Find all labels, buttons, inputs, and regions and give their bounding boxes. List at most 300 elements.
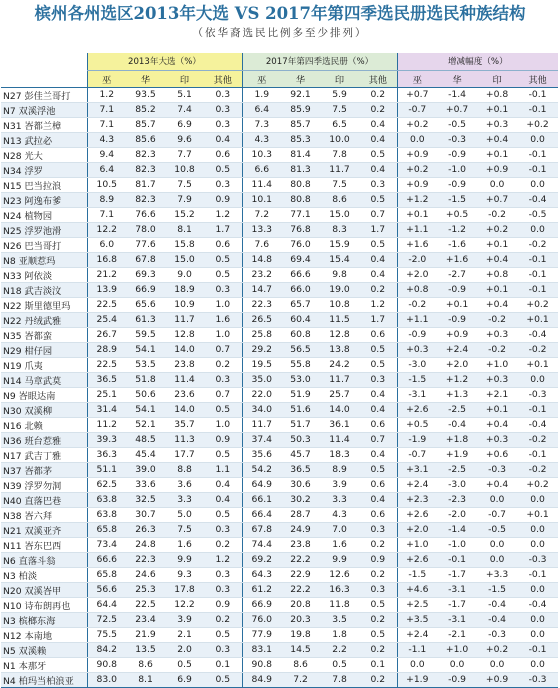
cell-chinese-2013: 82.3 <box>126 162 165 177</box>
cell-indian-2017: 11.8 <box>320 597 359 612</box>
col-indian-2017: 印 <box>320 70 359 87</box>
cell-indian-2017: 7.5 <box>320 102 359 117</box>
cell-other-2013: 0.3 <box>204 642 242 657</box>
cell-indian-change: +0.4 <box>477 477 517 492</box>
cell-malay-change: +0.5 <box>397 417 437 432</box>
cell-indian-change: +0.2 <box>477 222 517 237</box>
cell-chinese-2017: 28.7 <box>281 507 320 522</box>
cell-other-2017: 0.4 <box>359 132 397 147</box>
cell-other-change: -0.1 <box>517 402 558 417</box>
page-subtitle: （依华裔选民比例多至少排列） <box>192 27 368 39</box>
cell-malay-2017: 26.5 <box>242 312 281 327</box>
cell-malay-2013: 26.7 <box>87 327 126 342</box>
cell-malay-2013: 63.8 <box>87 492 126 507</box>
cell-other-2013: 1.2 <box>204 207 242 222</box>
cell-indian-2017: 24.2 <box>320 357 359 372</box>
table-row <box>1 537 558 552</box>
cell-indian-change: +0.3 <box>477 372 517 387</box>
cell-indian-2017: 36.1 <box>320 417 359 432</box>
cell-indian-change: +0.8 <box>477 87 517 102</box>
cell-chinese-2017: 22.9 <box>281 567 320 582</box>
cell-indian-change: +0.8 <box>477 267 517 282</box>
table-row <box>1 267 558 282</box>
cell-other-change: -0.2 <box>517 432 558 447</box>
cell-indian-change: +0.4 <box>477 417 517 432</box>
cell-chinese-2013: 22.5 <box>126 597 165 612</box>
cell-other-2013: 0.4 <box>204 492 242 507</box>
cell-indian-change: -0.4 <box>477 612 517 627</box>
cell-indian-2013: 3.3 <box>165 492 204 507</box>
cell-indian-2013: 15.0 <box>165 252 204 267</box>
cell-chinese-2017: 76.8 <box>281 222 320 237</box>
cell-district: N20 双溪峇甲 <box>1 582 87 597</box>
cell-district: N30 双溪柳 <box>1 402 87 417</box>
cell-malay-2013: 16.8 <box>87 252 126 267</box>
cell-malay-change: +0.2 <box>397 162 437 177</box>
cell-indian-change: +0.6 <box>477 447 517 462</box>
cell-other-2013: 0.5 <box>204 447 242 462</box>
cell-district: N37 峇都茅 <box>1 462 87 477</box>
cell-other-change: -0.4 <box>517 597 558 612</box>
cell-other-2013: 0.5 <box>204 162 242 177</box>
cell-chinese-2013: 13.5 <box>126 642 165 657</box>
cell-indian-2017: 10.8 <box>320 297 359 312</box>
cell-other-change: +0.1 <box>517 357 558 372</box>
cell-malay-2017: 11.7 <box>242 417 281 432</box>
col-other-change: 其他 <box>517 70 558 87</box>
cell-malay-2017: 19.5 <box>242 357 281 372</box>
cell-chinese-change: -1.4 <box>437 522 477 537</box>
cell-chinese-2017: 80.8 <box>281 177 320 192</box>
cell-malay-2013: 21.2 <box>87 267 126 282</box>
cell-malay-2017: 1.9 <box>242 87 281 102</box>
cell-other-2017: 0.2 <box>359 642 397 657</box>
cell-chinese-change: +1.2 <box>437 372 477 387</box>
cell-other-2013: 0.7 <box>204 342 242 357</box>
cell-district: N16 北赖 <box>1 417 87 432</box>
group-header-2013: 2013年大选（%） <box>87 53 242 70</box>
cell-district: N11 峇东巴西 <box>1 537 87 552</box>
cell-indian-change: +0.1 <box>477 102 517 117</box>
table-row <box>1 327 558 342</box>
cell-indian-2013: 9.3 <box>165 567 204 582</box>
cell-malay-change: +2.0 <box>397 522 437 537</box>
cell-malay-2017: 13.3 <box>242 222 281 237</box>
cell-chinese-2013: 61.3 <box>126 312 165 327</box>
cell-district: N15 巴当拉浪 <box>1 177 87 192</box>
cell-indian-change: -0.7 <box>477 507 517 522</box>
cell-chinese-2013: 24.8 <box>126 537 165 552</box>
cell-malay-change: +2.0 <box>397 267 437 282</box>
table-row <box>1 507 558 522</box>
cell-other-change: 0.0 <box>517 132 558 147</box>
cell-other-2017: 0.2 <box>359 282 397 297</box>
cell-chinese-change: +1.8 <box>437 432 477 447</box>
cell-indian-change: -1.5 <box>477 582 517 597</box>
cell-chinese-2017: 19.8 <box>281 627 320 642</box>
cell-chinese-2013: 30.7 <box>126 507 165 522</box>
cell-chinese-2017: 55.8 <box>281 357 320 372</box>
cell-chinese-2017: 23.8 <box>281 537 320 552</box>
header-blank-2 <box>1 70 87 87</box>
cell-chinese-change: -0.9 <box>437 672 477 687</box>
cell-chinese-2013: 26.3 <box>126 522 165 537</box>
cell-district: N18 武吉淡汶 <box>1 282 87 297</box>
cell-other-change: 0.0 <box>517 177 558 192</box>
table-body <box>1 87 558 687</box>
cell-other-2017: 0.6 <box>359 327 397 342</box>
cell-other-2017: 0.3 <box>359 522 397 537</box>
cell-indian-2017: 15.9 <box>320 237 359 252</box>
cell-chinese-change: -2.7 <box>437 267 477 282</box>
cell-malay-2017: 84.9 <box>242 672 281 687</box>
cell-indian-change: +0.7 <box>477 192 517 207</box>
cell-chinese-2017: 20.3 <box>281 612 320 627</box>
cell-other-2017: 0.4 <box>359 402 397 417</box>
cell-indian-2017: 7.0 <box>320 522 359 537</box>
cell-district: N31 峇都兰樟 <box>1 117 87 132</box>
cell-district: N17 武吉丁雅 <box>1 447 87 462</box>
cell-district: N10 诗布朗再也 <box>1 597 87 612</box>
cell-other-2013: 1.0 <box>204 417 242 432</box>
cell-chinese-2013: 93.5 <box>126 87 165 102</box>
cell-chinese-2013: 69.3 <box>126 267 165 282</box>
cell-chinese-2017: 85.7 <box>281 117 320 132</box>
cell-other-2013: 0.3 <box>204 522 242 537</box>
cell-indian-2017: 16.3 <box>320 582 359 597</box>
cell-malay-2013: 64.4 <box>87 597 126 612</box>
cell-other-change: -0.2 <box>517 462 558 477</box>
cell-malay-2013: 22.5 <box>87 357 126 372</box>
cell-malay-2017: 35.6 <box>242 447 281 462</box>
table-row <box>1 582 558 597</box>
table-row <box>1 102 558 117</box>
cell-indian-2017: 11.4 <box>320 432 359 447</box>
cell-malay-2013: 83.0 <box>87 672 126 687</box>
table-row <box>1 492 558 507</box>
table-row <box>1 237 558 252</box>
cell-indian-change: 0.0 <box>477 492 517 507</box>
cell-malay-change: +0.2 <box>397 117 437 132</box>
cell-chinese-2013: 8.1 <box>126 672 165 687</box>
cell-other-2017: 0.2 <box>359 537 397 552</box>
cell-malay-2013: 36.5 <box>87 372 126 387</box>
cell-chinese-2017: 81.4 <box>281 147 320 162</box>
cell-malay-2017: 22.3 <box>242 297 281 312</box>
cell-chinese-2017: 30.2 <box>281 492 320 507</box>
cell-malay-2013: 65.8 <box>87 522 126 537</box>
page-title: 槟州各州选区2013年大选 VS 2017年第四季选民册选民种族结构 <box>34 4 526 23</box>
cell-malay-2017: 6.4 <box>242 102 281 117</box>
group-header-change: 增减幅度（%） <box>397 53 558 70</box>
cell-other-change: -0.1 <box>517 567 558 582</box>
cell-other-2013: 0.5 <box>204 507 242 522</box>
cell-chinese-2013: 82.3 <box>126 192 165 207</box>
cell-indian-change: +0.9 <box>477 672 517 687</box>
cell-indian-change: -0.4 <box>477 597 517 612</box>
cell-indian-2013: 17.8 <box>165 582 204 597</box>
cell-chinese-change: -1.6 <box>437 237 477 252</box>
cell-malay-change: +0.1 <box>397 207 437 222</box>
col-chinese-change: 华 <box>437 70 477 87</box>
cell-indian-2017: 19.0 <box>320 282 359 297</box>
cell-indian-2013: 7.9 <box>165 192 204 207</box>
cell-indian-2017: 3.9 <box>320 477 359 492</box>
cell-other-2013: 1.6 <box>204 312 242 327</box>
cell-malay-change: +0.3 <box>397 342 437 357</box>
cell-other-change: -0.1 <box>517 162 558 177</box>
cell-other-2013: 0.3 <box>204 177 242 192</box>
cell-other-2017: 0.6 <box>359 507 397 522</box>
col-malay-2013: 巫 <box>87 70 126 87</box>
cell-district: N29 柑仔园 <box>1 342 87 357</box>
cell-malay-change: +0.9 <box>397 177 437 192</box>
cell-malay-2017: 14.7 <box>242 282 281 297</box>
cell-malay-2013: 6.0 <box>87 237 126 252</box>
cell-other-change: -0.1 <box>517 447 558 462</box>
cell-chinese-2013: 33.6 <box>126 477 165 492</box>
cell-malay-2013: 36.3 <box>87 447 126 462</box>
cell-other-2017: 0.5 <box>359 462 397 477</box>
cell-indian-change: +0.1 <box>477 147 517 162</box>
cell-indian-2013: 9.0 <box>165 267 204 282</box>
cell-indian-2017: 12.6 <box>320 567 359 582</box>
table-row <box>1 642 558 657</box>
cell-malay-change: +2.3 <box>397 492 437 507</box>
table-row <box>1 297 558 312</box>
cell-indian-change: +0.4 <box>477 297 517 312</box>
cell-indian-2013: 3.6 <box>165 477 204 492</box>
cell-other-change: +0.2 <box>517 297 558 312</box>
cell-indian-2017: 5.9 <box>320 87 359 102</box>
cell-other-2017: 0.4 <box>359 447 397 462</box>
cell-indian-change: 0.0 <box>477 177 517 192</box>
cell-chinese-2017: 53.0 <box>281 372 320 387</box>
table-row <box>1 222 558 237</box>
cell-indian-2017: 4.3 <box>320 507 359 522</box>
cell-other-2013: 1.0 <box>204 327 242 342</box>
cell-district: N1 本那牙 <box>1 657 87 672</box>
cell-chinese-change: -0.9 <box>437 177 477 192</box>
cell-indian-2017: 0.5 <box>320 657 359 672</box>
cell-district: N3 柏淡 <box>1 567 87 582</box>
cell-chinese-change: +1.0 <box>437 642 477 657</box>
cell-malay-change: +1.1 <box>397 222 437 237</box>
cell-indian-2013: 7.7 <box>165 147 204 162</box>
cell-chinese-2017: 65.7 <box>281 297 320 312</box>
cell-malay-2017: 76.0 <box>242 612 281 627</box>
cell-malay-2013: 4.3 <box>87 132 126 147</box>
cell-chinese-2017: 51.9 <box>281 387 320 402</box>
cell-malay-2017: 4.3 <box>242 132 281 147</box>
cell-malay-change: +4.6 <box>397 582 437 597</box>
cell-malay-2017: 54.2 <box>242 462 281 477</box>
col-chinese-2017: 华 <box>281 70 320 87</box>
cell-chinese-2017: 8.6 <box>281 657 320 672</box>
cell-indian-change: +2.1 <box>477 387 517 402</box>
cell-district: N12 本南地 <box>1 627 87 642</box>
cell-district: N3 槟榔东海 <box>1 612 87 627</box>
cell-malay-2013: 9.4 <box>87 147 126 162</box>
table-row <box>1 312 558 327</box>
cell-district: N5 双溪赖 <box>1 642 87 657</box>
cell-other-2013: 0.3 <box>204 567 242 582</box>
cell-other-2013: 0.2 <box>204 357 242 372</box>
cell-malay-2017: 66.9 <box>242 597 281 612</box>
cell-chinese-change: +0.9 <box>437 327 477 342</box>
cell-other-change: -0.5 <box>517 207 558 222</box>
cell-district: N33 阿依淡 <box>1 267 87 282</box>
cell-malay-2013: 7.1 <box>87 207 126 222</box>
table-row <box>1 282 558 297</box>
cell-other-change: -0.1 <box>517 282 558 297</box>
cell-other-2013: 0.5 <box>204 402 242 417</box>
cell-chinese-2017: 77.1 <box>281 207 320 222</box>
cell-malay-2013: 56.6 <box>87 582 126 597</box>
cell-chinese-2017: 76.0 <box>281 237 320 252</box>
cell-malay-2017: 83.1 <box>242 642 281 657</box>
cell-chinese-change: -2.1 <box>437 627 477 642</box>
cell-indian-2017: 11.5 <box>320 312 359 327</box>
cell-malay-2017: 66.1 <box>242 492 281 507</box>
cell-other-2017: 0.5 <box>359 147 397 162</box>
cell-other-change: -0.2 <box>517 342 558 357</box>
cell-malay-2013: 12.2 <box>87 222 126 237</box>
cell-malay-2013: 39.3 <box>87 432 126 447</box>
cell-chinese-change: -1.5 <box>437 192 477 207</box>
cell-malay-change: -1.9 <box>397 432 437 447</box>
cell-district: N25 浮罗池滑 <box>1 222 87 237</box>
cell-other-2017: 0.2 <box>359 102 397 117</box>
cell-malay-2017: 69.2 <box>242 552 281 567</box>
cell-indian-2017: 3.5 <box>320 612 359 627</box>
cell-other-2013: 0.3 <box>204 102 242 117</box>
cell-indian-change: -0.2 <box>477 312 517 327</box>
cell-other-change: -0.1 <box>517 87 558 102</box>
cell-malay-change: +2.5 <box>397 597 437 612</box>
cell-malay-change: +0.7 <box>397 87 437 102</box>
cell-malay-2013: 65.8 <box>87 567 126 582</box>
header-blank <box>1 53 87 70</box>
cell-chinese-2017: 66.0 <box>281 282 320 297</box>
cell-indian-2013: 11.3 <box>165 432 204 447</box>
cell-chinese-2013: 8.6 <box>126 657 165 672</box>
cell-indian-2017: 9.8 <box>320 267 359 282</box>
cell-malay-2017: 35.0 <box>242 372 281 387</box>
cell-malay-2013: 90.8 <box>87 657 126 672</box>
table-row <box>1 372 558 387</box>
cell-chinese-2013: 85.2 <box>126 102 165 117</box>
cell-chinese-change: -0.9 <box>437 147 477 162</box>
table-row <box>1 147 558 162</box>
cell-chinese-change: +0.7 <box>437 102 477 117</box>
cell-chinese-change: -0.9 <box>437 312 477 327</box>
cell-malay-change: -1.1 <box>397 642 437 657</box>
cell-indian-2017: 10.0 <box>320 132 359 147</box>
table-row <box>1 117 558 132</box>
cell-malay-change: +2.6 <box>397 507 437 522</box>
cell-indian-2013: 7.5 <box>165 522 204 537</box>
cell-other-2017: 0.3 <box>359 177 397 192</box>
cell-malay-change: +2.6 <box>397 552 437 567</box>
cell-indian-2013: 17.7 <box>165 447 204 462</box>
cell-chinese-2017: 60.4 <box>281 312 320 327</box>
cell-malay-2017: 29.2 <box>242 342 281 357</box>
col-other-2013: 其他 <box>204 70 242 87</box>
col-malay-change: 巫 <box>397 70 437 87</box>
cell-chinese-2017: 7.2 <box>281 672 320 687</box>
cell-chinese-change: -1.7 <box>437 567 477 582</box>
cell-other-change: -0.3 <box>517 672 558 687</box>
table-row <box>1 402 558 417</box>
cell-chinese-2017: 50.3 <box>281 432 320 447</box>
cell-malay-change: +1.6 <box>397 237 437 252</box>
cell-malay-2013: 66.6 <box>87 552 126 567</box>
cell-indian-2017: 13.8 <box>320 342 359 357</box>
cell-other-2013: 1.2 <box>204 552 242 567</box>
cell-malay-2017: 66.4 <box>242 507 281 522</box>
cell-malay-2013: 11.2 <box>87 417 126 432</box>
cell-other-2013: 0.4 <box>204 477 242 492</box>
cell-indian-change: -0.5 <box>477 522 517 537</box>
cell-chinese-2013: 39.0 <box>126 462 165 477</box>
cell-other-change: -0.2 <box>517 237 558 252</box>
table-row <box>1 162 558 177</box>
cell-malay-2017: 90.8 <box>242 657 281 672</box>
cell-district: N13 武拉必 <box>1 132 87 147</box>
cell-malay-2017: 14.8 <box>242 252 281 267</box>
cell-chinese-2013: 21.9 <box>126 627 165 642</box>
cell-malay-change: -0.7 <box>397 102 437 117</box>
table-row <box>1 192 558 207</box>
cell-malay-2017: 77.9 <box>242 627 281 642</box>
cell-other-2017: 0.6 <box>359 417 397 432</box>
cell-other-2013: 0.6 <box>204 237 242 252</box>
cell-indian-2013: 6.9 <box>165 672 204 687</box>
col-indian-change: 印 <box>477 70 517 87</box>
cell-indian-2013: 10.8 <box>165 162 204 177</box>
col-other-2017: 其他 <box>359 70 397 87</box>
table-row <box>1 552 558 567</box>
cell-indian-change: +0.1 <box>477 237 517 252</box>
cell-malay-2017: 61.2 <box>242 582 281 597</box>
cell-chinese-2017: 14.5 <box>281 642 320 657</box>
cell-chinese-2017: 69.4 <box>281 252 320 267</box>
cell-other-2017: 0.4 <box>359 252 397 267</box>
cell-malay-2013: 28.9 <box>87 342 126 357</box>
cell-other-2017: 0.7 <box>359 432 397 447</box>
table-row <box>1 432 558 447</box>
cell-chinese-2013: 53.5 <box>126 357 165 372</box>
cell-district: N34 浮罗 <box>1 162 87 177</box>
cell-indian-2017: 15.0 <box>320 207 359 222</box>
cell-other-change: -0.4 <box>517 327 558 342</box>
cell-chinese-2017: 60.8 <box>281 327 320 342</box>
cell-chinese-change: +2.4 <box>437 342 477 357</box>
cell-indian-change: +0.1 <box>477 402 517 417</box>
cell-chinese-change: 0.0 <box>437 657 477 672</box>
cell-malay-change: -2.0 <box>397 252 437 267</box>
cell-malay-2017: 6.6 <box>242 162 281 177</box>
cell-indian-2013: 18.9 <box>165 282 204 297</box>
cell-other-2017: 0.5 <box>359 357 397 372</box>
cell-indian-change: +3.3 <box>477 567 517 582</box>
cell-indian-2013: 23.6 <box>165 387 204 402</box>
cell-other-change: +0.2 <box>517 477 558 492</box>
cell-indian-2017: 11.7 <box>320 162 359 177</box>
cell-malay-change: -3.1 <box>397 387 437 402</box>
cell-indian-2013: 15.2 <box>165 207 204 222</box>
